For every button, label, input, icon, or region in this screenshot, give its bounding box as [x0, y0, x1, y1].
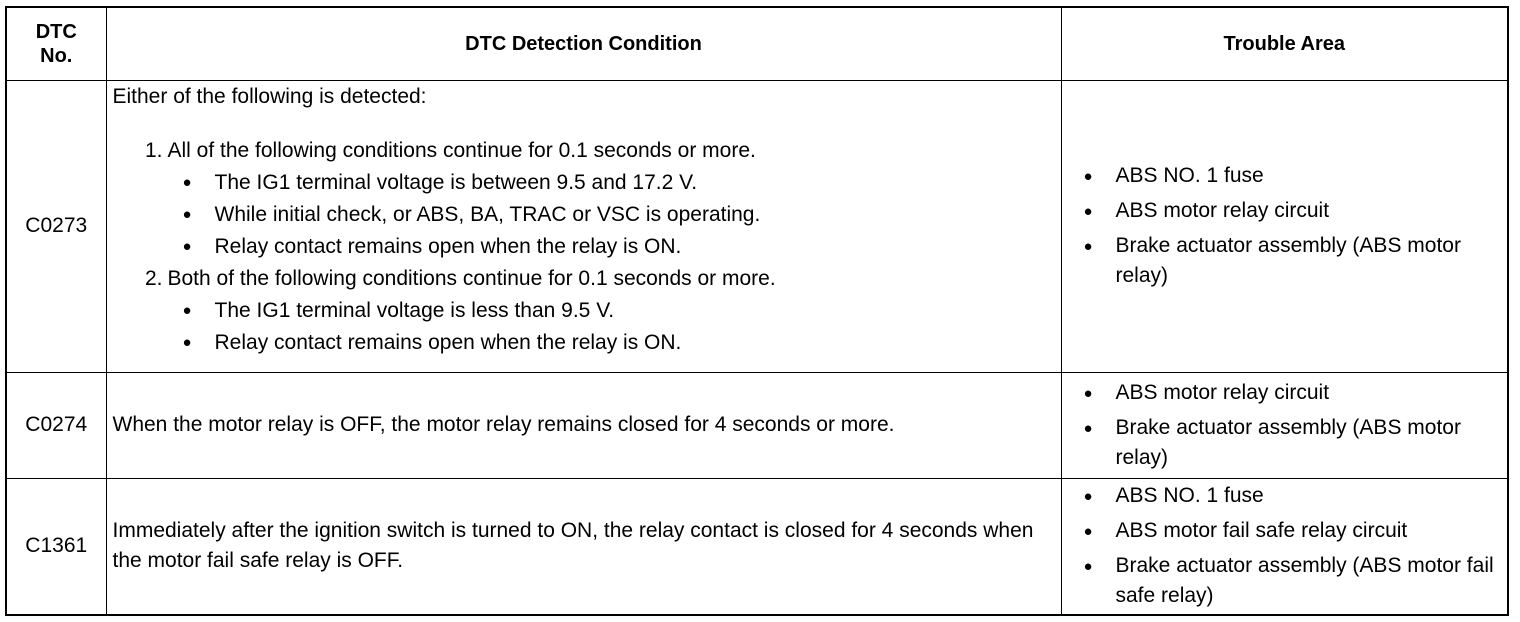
detection-condition: When the motor relay is OFF, the motor relay remains closed for 4 seconds or more. [106, 372, 1061, 478]
bullet-text: The IG1 terminal voltage is between 9.5 and 17.2 V. [214, 170, 698, 194]
condition-numbered-item [113, 263, 1053, 295]
trouble-area-item [1084, 161, 1500, 193]
trouble-area-text: Brake actuator assembly (ABS motor fail safe relay) [1115, 554, 1494, 608]
dtc-code: C0274 [6, 372, 106, 478]
condition-intro: Either of the following is detected: [112, 84, 427, 108]
trouble-area-text: ABS motor relay circuit [1115, 380, 1330, 404]
trouble-area-item [1084, 551, 1500, 611]
condition-numbered-item [113, 135, 1053, 167]
detection-condition [106, 80, 1061, 372]
table-row [6, 80, 1508, 372]
dtc-code: C0273 [6, 80, 106, 372]
bullet-text: Relay contact remains open when the relay is ON. [214, 234, 682, 258]
item-text: Both of the following conditions continue for 0.1 seconds or more. [167, 266, 776, 290]
bullet-icon: ● [1083, 203, 1093, 220]
trouble-area-text: ABS motor fail safe relay circuit [1115, 519, 1408, 543]
bullet-icon: ● [182, 301, 192, 319]
trouble-area-item [1084, 413, 1500, 473]
bullet-icon: ● [182, 333, 192, 351]
trouble-area-item [1084, 516, 1500, 548]
trouble-area [1061, 372, 1508, 478]
trouble-area-text: Brake actuator assembly (ABS motor relay) [1115, 234, 1461, 287]
bullet-icon: ● [1083, 238, 1093, 255]
trouble-area-item [1084, 378, 1500, 410]
bullet-icon: ● [182, 173, 192, 191]
bullet-icon: ● [1083, 558, 1093, 576]
trouble-area-item [1084, 196, 1500, 228]
header-dtc-no: DTC No. [6, 7, 106, 80]
trouble-area-text: ABS NO. 1 fuse [1115, 164, 1264, 187]
bullet-icon: ● [1083, 488, 1093, 506]
bullet-icon: ● [1083, 523, 1093, 541]
trouble-area-item [1084, 231, 1500, 291]
item-text: All of the following conditions continue for 0.1 seconds or more. [167, 138, 756, 162]
dtc-table [5, 6, 1509, 616]
condition-bullet [113, 295, 1053, 327]
header-trouble-area: Trouble Area [1061, 7, 1508, 80]
trouble-area [1061, 478, 1508, 615]
table-header-row [6, 7, 1508, 80]
bullet-text: The IG1 terminal voltage is less than 9.5 V. [214, 298, 615, 322]
bullet-icon: ● [182, 205, 192, 223]
bullet-icon: ● [1083, 384, 1093, 402]
trouble-area-text: ABS motor relay circuit [1115, 199, 1330, 222]
condition-bullet [113, 327, 1053, 359]
dtc-code: C1361 [6, 478, 106, 615]
bullet-icon: ● [1083, 168, 1093, 185]
item-number: 2. [144, 266, 163, 290]
trouble-area-text: Brake actuator assembly (ABS motor relay) [1115, 415, 1461, 469]
trouble-area [1061, 80, 1508, 372]
item-number: 1. [144, 138, 163, 162]
detection-condition: Immediately after the ignition switch is turned to ON, the relay contact is closed for 4 seconds when the motor fail safe relay is OFF. [106, 478, 1061, 615]
header-detection-condition: DTC Detection Condition [106, 7, 1061, 80]
condition-bullet [113, 231, 1053, 263]
bullet-icon: ● [1083, 419, 1093, 437]
bullet-icon: ● [182, 237, 192, 255]
trouble-area-item [1084, 481, 1500, 513]
trouble-area-text: ABS NO. 1 fuse [1115, 484, 1264, 508]
condition-bullet [113, 199, 1053, 231]
table-row [6, 478, 1508, 615]
condition-bullet [113, 167, 1053, 199]
table-row [6, 372, 1508, 478]
bullet-text: While initial check, or ABS, BA, TRAC or VSC is operating. [214, 202, 761, 226]
bullet-text: Relay contact remains open when the relay is ON. [214, 330, 682, 354]
